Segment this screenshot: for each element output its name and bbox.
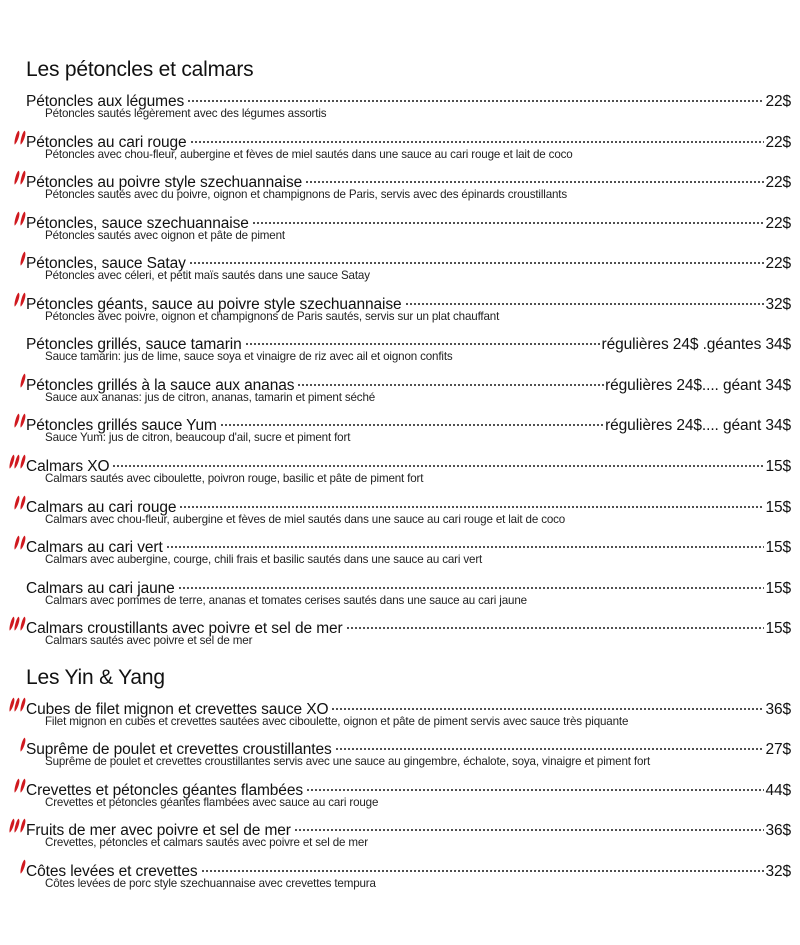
item-price: 15$ bbox=[765, 539, 791, 557]
menu-item bbox=[0, 248, 800, 288]
dot-leader bbox=[177, 492, 764, 512]
menu-item bbox=[0, 127, 800, 167]
item-price: 15$ bbox=[765, 498, 791, 516]
dot-leader bbox=[304, 775, 764, 795]
item-description: Pétoncles sautés légèrement avec des légumes assortis bbox=[45, 107, 327, 120]
item-line bbox=[26, 329, 791, 354]
menu-item bbox=[0, 86, 800, 126]
chili-pepper-icon bbox=[14, 534, 26, 550]
item-line bbox=[26, 167, 791, 192]
item-name: Pétoncles, sauce Satay bbox=[26, 255, 186, 273]
dot-leader bbox=[164, 532, 765, 552]
item-description: Calmars avec chou-fleur, aubergine et fèves de miel sautés dans une sauce au cari rouge et lait de coco bbox=[45, 512, 566, 526]
item-name: Calmars au cari vert bbox=[26, 539, 163, 557]
item-price: 36$ bbox=[765, 822, 791, 840]
menu-item bbox=[0, 410, 800, 450]
item-name: Pétoncles grillés, sauce tamarin bbox=[26, 336, 242, 354]
item-description: Crevettes et pétoncles géantes flambées avec sauce au cari rouge bbox=[45, 795, 379, 809]
menu-item bbox=[0, 289, 800, 329]
menu-item bbox=[0, 532, 800, 572]
item-line bbox=[26, 86, 791, 110]
dot-leader bbox=[344, 613, 765, 633]
item-line bbox=[26, 775, 791, 799]
item-name: Pétoncles aux légumes bbox=[26, 93, 185, 110]
chili-pepper-icon bbox=[20, 250, 26, 266]
chili-pepper-icon bbox=[9, 615, 26, 631]
item-name: Calmars au cari jaune bbox=[26, 579, 175, 597]
dot-leader bbox=[218, 410, 604, 430]
item-description: Crevettes, pétoncles et calmars sautés avec poivre et sel de mer bbox=[45, 836, 368, 850]
item-description: Calmars sautés avec ciboulette, poivron rouge, basilic et pâte de piment fort bbox=[45, 471, 424, 485]
item-name: Pétoncles grillés sauce Yum bbox=[26, 417, 217, 435]
dot-leader bbox=[176, 573, 765, 593]
dot-leader bbox=[199, 856, 765, 876]
dot-leader bbox=[292, 815, 765, 835]
menu-item bbox=[0, 451, 800, 491]
chili-pepper-icon bbox=[9, 696, 26, 712]
chili-pepper-icon bbox=[20, 858, 26, 874]
chili-pepper-icon bbox=[14, 129, 26, 145]
item-description: Sauce aux ananas: jus de citron, ananas, tamarin et piment séché bbox=[45, 390, 376, 404]
item-line bbox=[26, 451, 791, 475]
item-line bbox=[26, 370, 791, 394]
item-line bbox=[26, 734, 791, 759]
item-price: 22$ bbox=[765, 93, 791, 110]
item-price: 32$ bbox=[765, 862, 791, 880]
item-line bbox=[26, 208, 791, 232]
chili-pepper-icon bbox=[9, 817, 26, 833]
menu-item bbox=[0, 856, 800, 896]
item-name: Pétoncles au cari rouge bbox=[26, 133, 187, 151]
item-description: Pétoncles sautés avec du poivre, oignon et champignons de Paris, servis avec des épinards croustillants bbox=[45, 188, 568, 202]
item-line bbox=[26, 613, 791, 638]
item-line bbox=[26, 248, 791, 273]
dot-leader bbox=[295, 370, 604, 390]
menu-item bbox=[0, 613, 800, 653]
menu-item bbox=[0, 329, 800, 369]
item-name: Pétoncles géants, sauce au poivre style szechuannaise bbox=[26, 295, 402, 313]
item-name: Fruits de mer avec poivre et sel de mer bbox=[26, 822, 291, 840]
item-description: Pétoncles avec poivre, oignon et champignons de Paris sautés, servis sur un plat chauffant bbox=[45, 309, 500, 323]
item-description: Calmars avec pommes de terre, ananas et tomates cerises sautés dans une sauce au cari jaune bbox=[45, 593, 527, 607]
item-name: Crevettes et pétoncles géantes flambées bbox=[26, 781, 303, 799]
item-line bbox=[26, 492, 791, 516]
chili-pepper-icon bbox=[14, 777, 26, 793]
item-price: 22$ bbox=[765, 133, 791, 151]
item-description: Côtes levées de porc style szechuannaise avec crevettes tempura bbox=[45, 876, 376, 890]
item-line bbox=[26, 532, 791, 557]
item-line bbox=[26, 289, 791, 313]
item-description: Pétoncles avec chou-fleur, aubergine et fèves de miel sautés dans une sauce au cari rouge et lait de coco bbox=[45, 147, 573, 161]
item-name: Pétoncles, sauce szechuannaise bbox=[26, 214, 249, 232]
menu-item bbox=[0, 815, 800, 855]
dot-leader bbox=[188, 127, 765, 147]
item-price: 22$ bbox=[765, 174, 791, 192]
item-price: 36$ bbox=[765, 701, 791, 718]
item-line bbox=[26, 127, 791, 151]
menu-item bbox=[0, 370, 800, 410]
item-description: Calmars avec aubergine, courge, chili frais et basilic sautés dans une sauce au cari vert bbox=[45, 553, 483, 567]
dot-leader bbox=[250, 208, 765, 228]
dot-leader bbox=[303, 167, 764, 187]
chili-pepper-icon bbox=[20, 736, 26, 752]
item-name: Calmars croustillants avec poivre et sel de mer bbox=[26, 620, 343, 638]
item-price: 27$ bbox=[765, 741, 791, 759]
item-description: Pétoncles sautés avec oignon et pâte de piment bbox=[45, 228, 285, 242]
item-price: 32$ bbox=[765, 295, 791, 313]
item-description: Filet mignon en cubes et crevettes sautées avec ciboulette, oignon et pâte de piment servis avec sauce très piquante bbox=[45, 715, 629, 728]
item-description: Sauce Yum: jus de citron, beaucoup d'ail, sucre et piment fort bbox=[45, 431, 351, 445]
chili-pepper-icon bbox=[14, 169, 26, 185]
item-description: Suprême de poulet et crevettes croustillantes servis avec une sauce au gingembre, échalote, soya, vinaigre et piment fort bbox=[45, 755, 651, 769]
item-price: régulières 24$.... géant 34$ bbox=[605, 417, 791, 435]
chili-pepper-icon bbox=[20, 372, 26, 388]
item-description: Calmars sautés avec poivre et sel de mer bbox=[45, 634, 253, 648]
item-name: Pétoncles grillés à la sauce aux ananas bbox=[26, 376, 295, 394]
item-price: 15$ bbox=[765, 457, 791, 475]
item-line bbox=[26, 410, 791, 435]
dot-leader bbox=[110, 451, 764, 471]
item-description: Pétoncles avec céleri, et petit maïs sautés dans une sauce Satay bbox=[45, 269, 370, 283]
dot-leader bbox=[243, 329, 601, 349]
item-name: Calmars au cari rouge bbox=[26, 498, 177, 516]
chili-pepper-icon bbox=[14, 412, 26, 428]
item-name: Calmars XO bbox=[26, 457, 110, 475]
item-line bbox=[26, 815, 791, 840]
chili-pepper-icon bbox=[14, 494, 26, 510]
item-price: 22$ bbox=[765, 255, 791, 273]
section-title: Les pétoncles et calmars bbox=[26, 58, 254, 81]
dot-leader bbox=[185, 86, 764, 106]
item-line bbox=[26, 694, 791, 718]
chili-pepper-icon bbox=[9, 453, 26, 469]
menu-item bbox=[0, 208, 800, 248]
item-name: Cubes de filet mignon et crevettes sauce XO bbox=[26, 701, 329, 718]
menu-item bbox=[0, 734, 800, 774]
item-description: Sauce tamarin: jus de lime, sauce soya et vinaigre de riz avec ail et oignon confits bbox=[45, 350, 453, 364]
menu-item bbox=[0, 694, 800, 734]
item-name: Suprême de poulet et crevettes croustillantes bbox=[26, 741, 332, 759]
item-line bbox=[26, 573, 791, 597]
menu-item bbox=[0, 573, 800, 613]
item-line bbox=[26, 856, 791, 880]
menu-item bbox=[0, 775, 800, 815]
item-price: 15$ bbox=[765, 579, 791, 597]
item-price: 22$ bbox=[765, 214, 791, 232]
item-name: Côtes levées et crevettes bbox=[26, 862, 198, 880]
dot-leader bbox=[329, 694, 764, 714]
menu-item bbox=[0, 167, 800, 207]
dot-leader bbox=[187, 248, 765, 268]
chili-pepper-icon bbox=[14, 210, 26, 226]
dot-leader bbox=[333, 734, 765, 754]
section-title: Les Yin & Yang bbox=[26, 666, 165, 689]
item-price: 44$ bbox=[765, 781, 791, 799]
item-price: régulières 24$.... géant 34$ bbox=[605, 376, 791, 394]
dot-leader bbox=[403, 289, 765, 309]
item-price: 15$ bbox=[765, 620, 791, 638]
item-name: Pétoncles au poivre style szechuannaise bbox=[26, 174, 303, 192]
menu-item bbox=[0, 492, 800, 532]
item-price: régulières 24$ .géantes 34$ bbox=[601, 336, 791, 354]
chili-pepper-icon bbox=[14, 291, 26, 307]
